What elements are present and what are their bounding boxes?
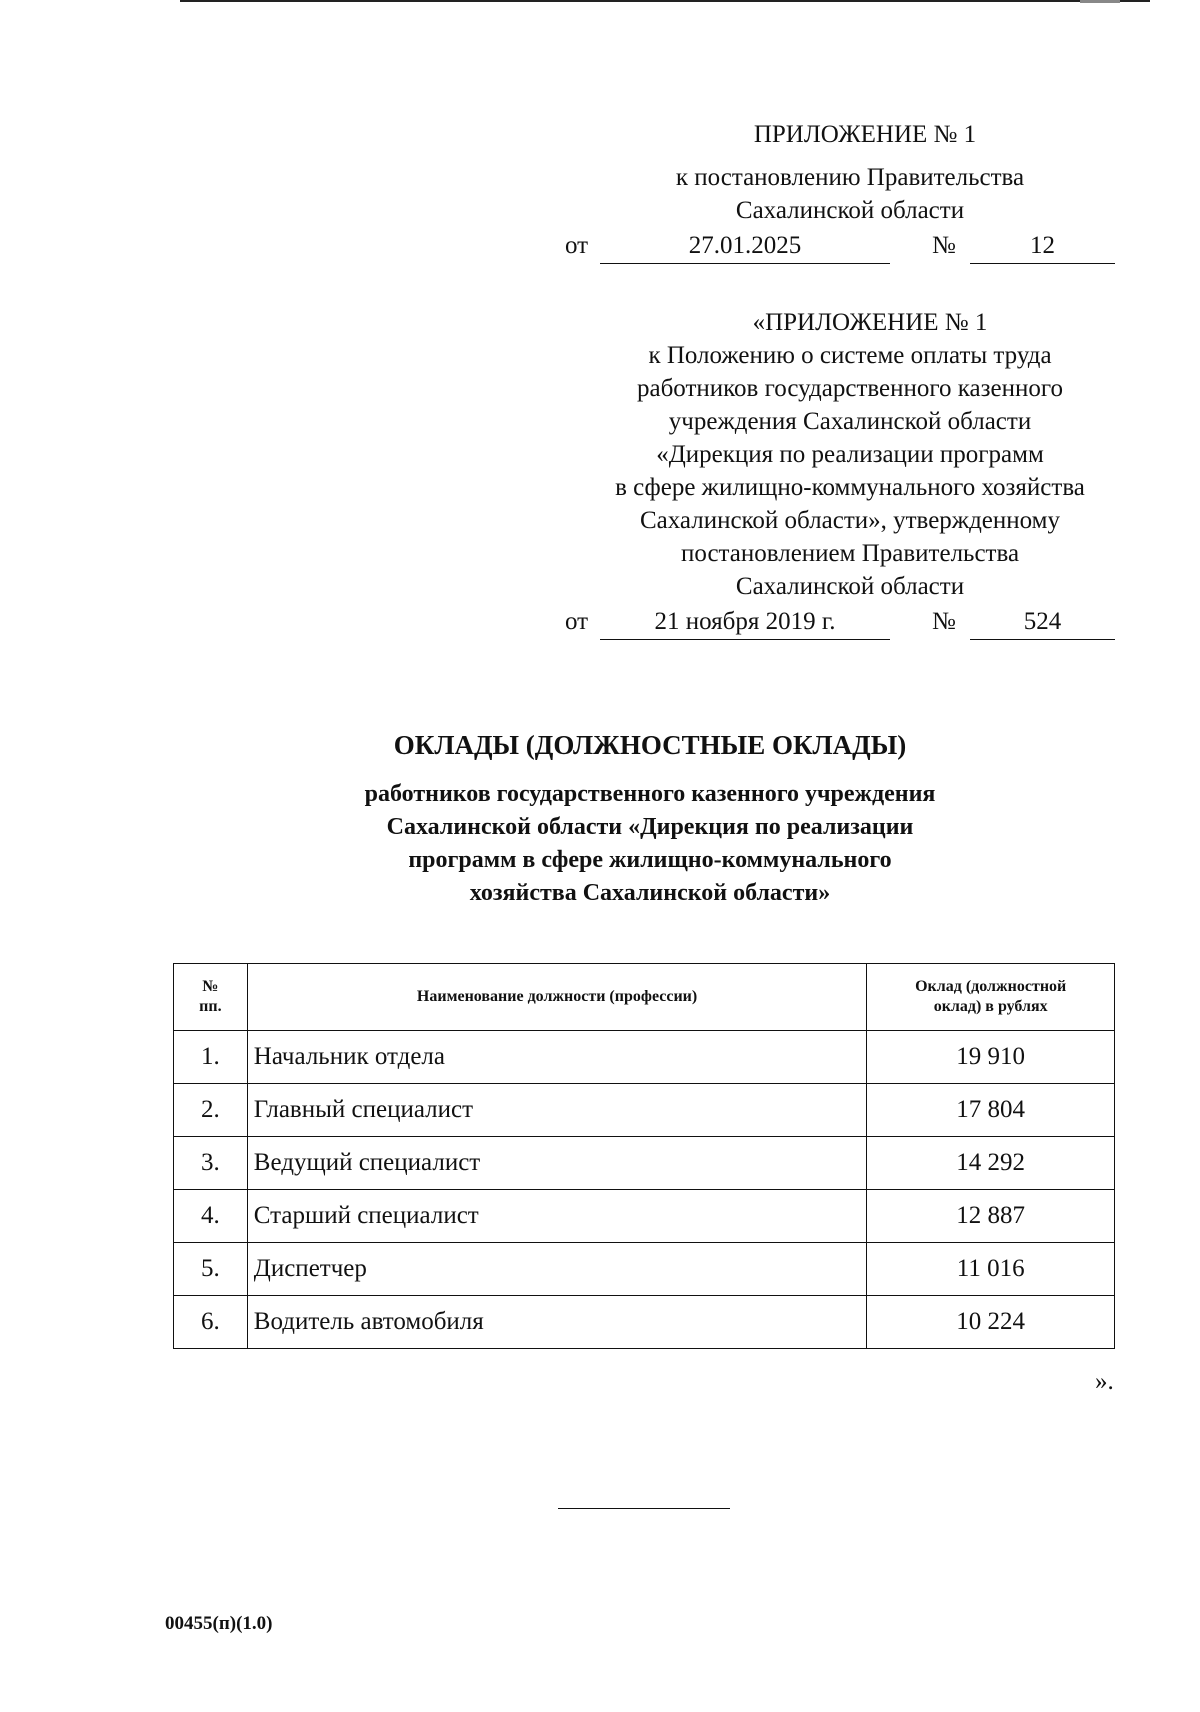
row-num: 3.	[174, 1137, 248, 1190]
header-salary-line: оклад) в рублях	[933, 998, 1048, 1015]
row-position: Главный специалист	[247, 1084, 867, 1137]
row-salary: 11 016	[867, 1243, 1115, 1296]
table-row	[174, 1084, 1115, 1137]
table-row	[174, 1243, 1115, 1296]
closing-quote-mark: ».	[1095, 1368, 1114, 1395]
appendix-2-line: работников государственного казенного	[636, 375, 1063, 402]
appendix-1-date-line	[565, 232, 1115, 266]
appendix-2-line: Сахалинской области», утвержденному	[639, 507, 1061, 534]
table-row	[174, 1296, 1115, 1349]
row-num: 5.	[174, 1243, 248, 1296]
appendix-1-line: к постановлению Правительства	[675, 164, 1025, 191]
date-prefix: от	[565, 232, 589, 259]
document-title: ОКЛАДЫ (ДОЛЖНОСТНЫЕ ОКЛАДЫ)	[393, 730, 907, 760]
appendix-1-title: ПРИЛОЖЕНИЕ № 1	[753, 121, 977, 148]
document-code: 00455(п)(1.0)	[165, 1613, 273, 1634]
resolution-date: 27.01.2025	[600, 232, 890, 264]
subtitle-line: работников государственного казенного учреждения	[364, 781, 936, 807]
row-salary: 17 804	[867, 1084, 1115, 1137]
header-salary-line: Оклад (должностной	[915, 978, 1067, 995]
row-position: Старший специалист	[247, 1190, 867, 1243]
end-divider	[558, 1508, 730, 1509]
appendix-2-date-line	[565, 608, 1115, 642]
row-salary: 19 910	[867, 1031, 1115, 1084]
document-subtitle	[200, 778, 1100, 910]
row-salary: 12 887	[867, 1190, 1115, 1243]
row-num: 2.	[174, 1084, 248, 1137]
number-label: №	[932, 232, 956, 259]
appendix-2-line: к Положению о системе оплаты труда	[648, 342, 1052, 369]
table-row	[174, 1031, 1115, 1084]
row-salary: 10 224	[867, 1296, 1115, 1349]
number-label: №	[932, 608, 956, 635]
regulation-date: 21 ноября 2019 г.	[600, 608, 890, 640]
appendix-2-line: в сфере жилищно-коммунального хозяйства	[615, 474, 1085, 501]
row-position: Водитель автомобиля	[247, 1296, 867, 1349]
scan-edge-mark	[1080, 0, 1120, 3]
subtitle-line: Сахалинской области «Дирекция по реализации	[386, 814, 914, 840]
header-num	[174, 964, 248, 1031]
appendix-2-line: Сахалинской области	[735, 573, 965, 600]
appendix-2-line: постановлением Правительства	[680, 540, 1020, 567]
table-header-row	[174, 964, 1115, 1031]
appendix-2-title: «ПРИЛОЖЕНИЕ № 1	[752, 309, 988, 336]
appendix-2-block	[540, 306, 1160, 603]
appendix-1-line: Сахалинской области	[735, 197, 965, 224]
row-position: Начальник отдела	[247, 1031, 867, 1084]
row-position: Диспетчер	[247, 1243, 867, 1296]
salary-table	[173, 963, 1115, 1349]
appendix-1-block	[540, 118, 1160, 227]
row-num: 6.	[174, 1296, 248, 1349]
date-prefix: от	[565, 608, 589, 635]
scan-edge-line	[180, 0, 1150, 2]
row-salary: 14 292	[867, 1137, 1115, 1190]
subtitle-line: хозяйства Сахалинской области»	[469, 880, 831, 906]
appendix-2-line: учреждения Сахалинской области	[668, 408, 1032, 435]
row-position: Ведущий специалист	[247, 1137, 867, 1190]
table-row	[174, 1190, 1115, 1243]
subtitle-line: программ в сфере жилищно-коммунального	[408, 847, 892, 873]
appendix-2-line: «Дирекция по реализации программ	[656, 441, 1044, 468]
header-num-line: №	[202, 978, 219, 995]
header-num-line: пп.	[199, 998, 222, 1015]
resolution-number: 12	[970, 232, 1115, 264]
regulation-number: 524	[970, 608, 1115, 640]
row-num: 4.	[174, 1190, 248, 1243]
row-num: 1.	[174, 1031, 248, 1084]
header-salary	[867, 964, 1115, 1031]
table-row	[174, 1137, 1115, 1190]
header-position: Наименование должности (профессии)	[247, 964, 867, 1031]
